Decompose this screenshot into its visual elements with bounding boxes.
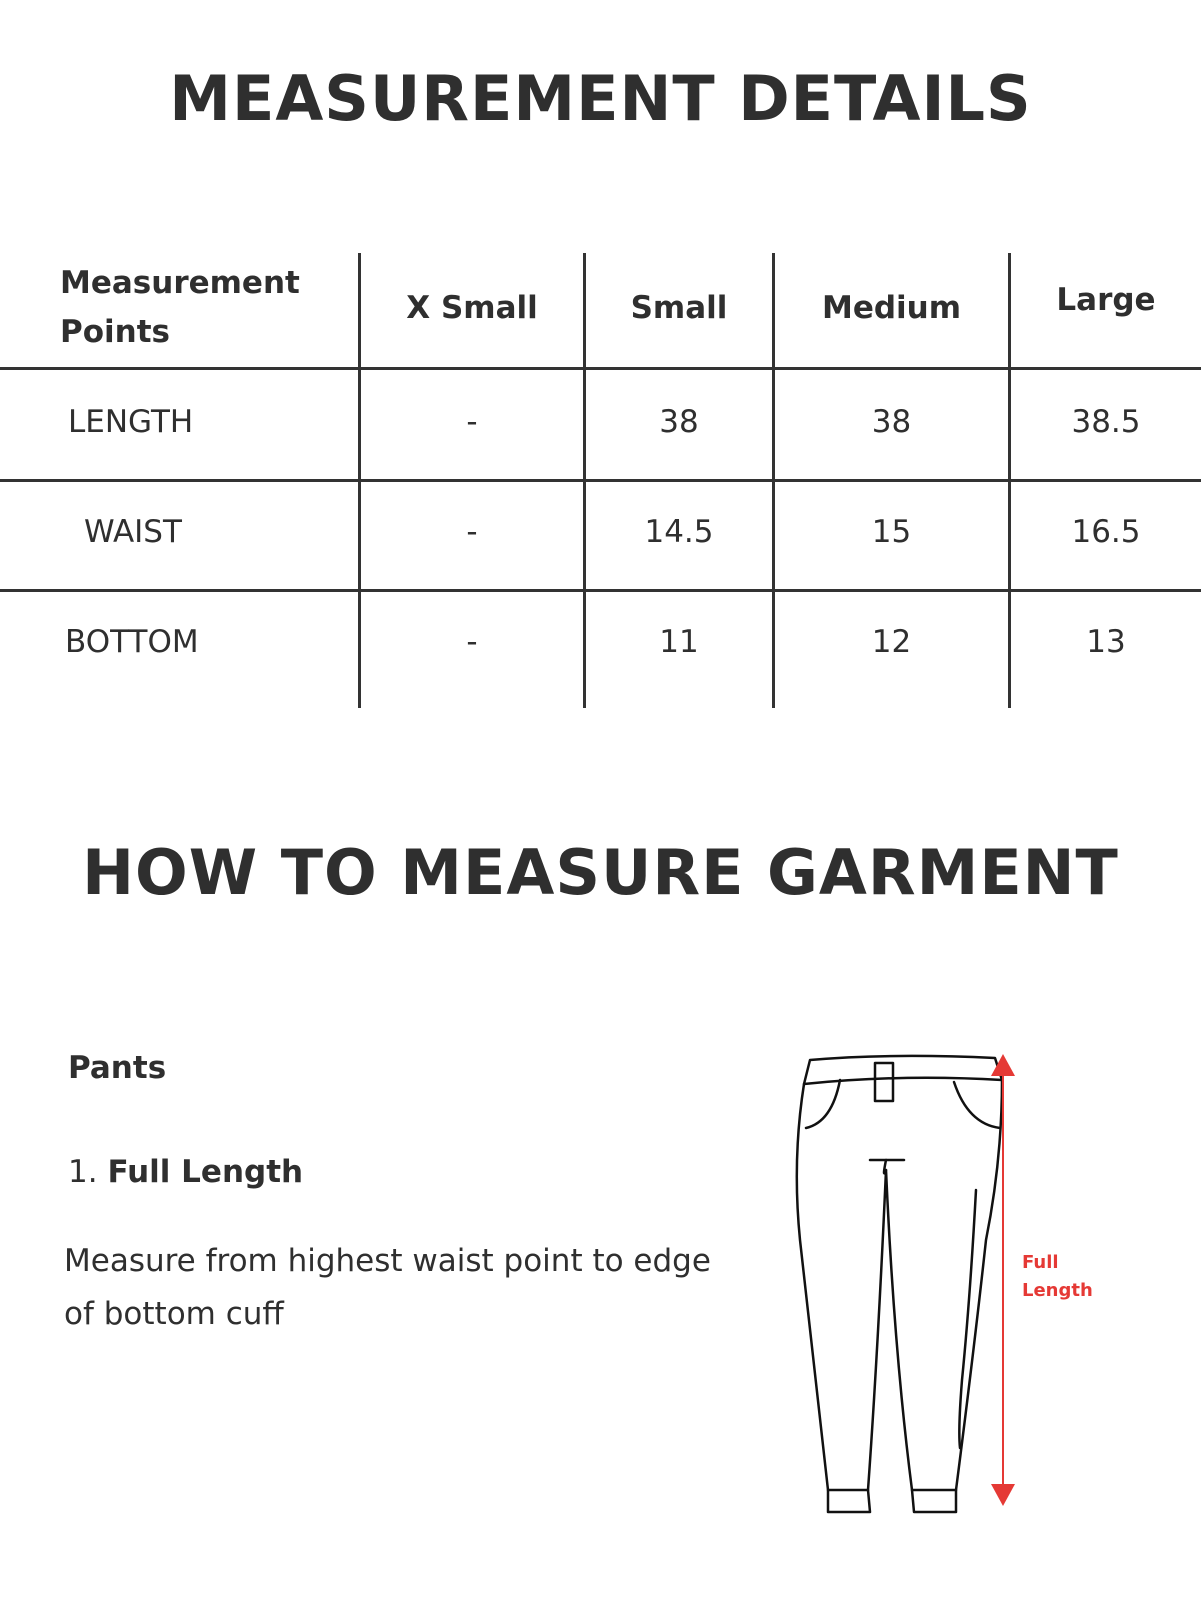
page-title: MEASUREMENT DETAILS: [169, 62, 1032, 135]
table-header-small: Small: [630, 290, 728, 326]
table-header-measurement-points: [60, 258, 350, 358]
table-cell: -: [466, 514, 478, 550]
table-cell: 38: [871, 404, 912, 440]
table-cell: 16.5: [1071, 514, 1141, 550]
step-heading: [68, 1154, 303, 1190]
section-title: HOW TO MEASURE GARMENT: [82, 836, 1119, 909]
table-cell: 12: [871, 624, 912, 660]
table-cell: 13: [1086, 624, 1126, 660]
step-name: Full Length: [107, 1154, 304, 1190]
row-label-length: LENGTH: [68, 404, 194, 440]
header-line-1: Measurement: [60, 265, 300, 301]
table-header-large: Large: [1056, 282, 1156, 318]
full-length-label-line1: Full: [1022, 1252, 1059, 1273]
step-description: Measure from highest waist point to edge of bottom cuff: [64, 1243, 711, 1332]
full-length-arrow-icon: [991, 1054, 1015, 1506]
pants-diagram: [790, 1050, 1150, 1540]
step-number: 1.: [68, 1154, 98, 1190]
row-label-waist: WAIST: [84, 514, 182, 550]
table-cell: 38: [659, 404, 699, 440]
table-header-medium: Medium: [821, 290, 962, 326]
table-header-x-small: X Small: [406, 290, 538, 326]
table-row-divider: [0, 367, 1201, 370]
table-cell: -: [466, 624, 478, 660]
pants-outline-icon: [797, 1056, 1002, 1512]
garment-heading: Pants: [68, 1050, 167, 1086]
table-cell: -: [466, 404, 478, 440]
row-label-bottom: BOTTOM: [65, 624, 199, 660]
header-line-2: Points: [60, 314, 170, 350]
full-length-label-line2: Length: [1022, 1280, 1093, 1301]
table-cell: 14.5: [644, 514, 714, 550]
table-cell: 11: [659, 624, 699, 660]
table-cell: 15: [871, 514, 912, 550]
table-cell: 38.5: [1071, 404, 1141, 440]
